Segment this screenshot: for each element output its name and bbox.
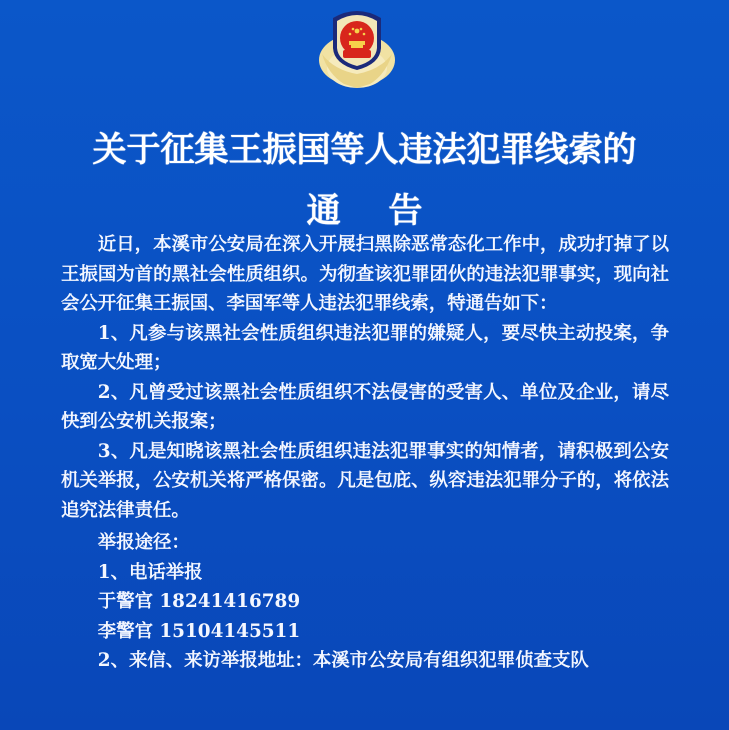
intro-paragraph: 近日，本溪市公安局在深入开展扫黑除恶常态化工作中，成功打掉了以王振国为首的黑社会性质组织。为彻查该犯罪团伙的违法犯罪事实，现向社会公开征集王振国、李国军等人违法犯罪线索，特通告如下： <box>61 234 669 314</box>
contact-phone: 15104145511 <box>159 620 301 642</box>
notice-item-2: 2、凡曾受过该黑社会性质组织不法侵害的受害人、单位及企业，请尽快到公安机关报案； <box>61 381 669 432</box>
notice-item-1: 1、凡参与该黑社会性质组织违法犯罪的嫌疑人，要尽快主动投案，争取宽大处理； <box>61 322 669 373</box>
report-methods-heading: 举报途径： <box>97 532 190 553</box>
contact-phone: 18241416789 <box>159 591 301 612</box>
report-address: 2、来信、来访举报地址：本溪市公安局有组织犯罪侦查支队 <box>97 650 589 671</box>
notice-body <box>61 230 669 676</box>
phone-report-heading: 1、电话举报 <box>97 561 203 583</box>
contact-name: 李警官 <box>97 620 153 642</box>
police-emblem-icon <box>314 4 400 90</box>
contact-name: 于警官 <box>97 591 153 612</box>
contact-row <box>61 587 669 617</box>
notice-item-3: 3、凡是知晓该黑社会性质组织违法犯罪事实的知情者，请积极到公安机关举报，公安机关将严格保密。凡是包庇、纵容违法犯罪分子的，将依法追究法律责任。 <box>61 440 669 521</box>
contact-row <box>61 617 669 647</box>
notice-subtitle: 通 告 <box>306 191 441 231</box>
notice-title: 关于征集王振国等人违法犯罪线索的 <box>92 130 637 170</box>
